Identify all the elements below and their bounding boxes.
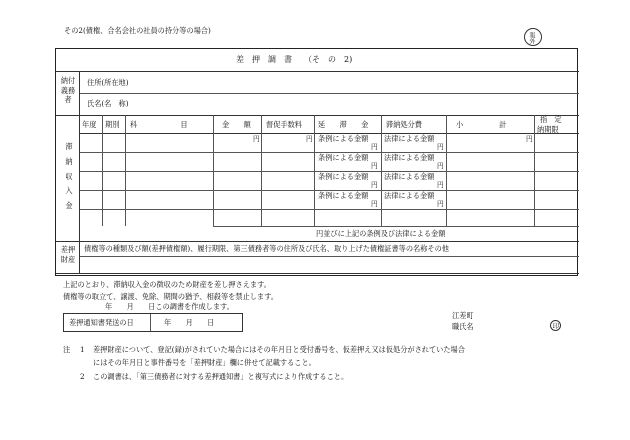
note-1-line-2: にはその年月日と事件番号を「差押財産」欄に併せて記載すること。 [93, 358, 316, 367]
amount-yen: 円 [253, 135, 260, 143]
fee-yen: 円 [306, 135, 313, 143]
col-year: 年度 [82, 120, 97, 129]
penalty-yen-1: 円 [437, 143, 444, 151]
penalty-yen-4: 円 [437, 200, 444, 208]
late-text-3: 条例による金額 [318, 172, 369, 181]
statement-line-3: 年 月 日この調書を作成します。 [105, 302, 234, 311]
statement-line-2: 債権等の取立て、譲渡、免除、期間の猶予、相殺等を禁止します。 [63, 292, 278, 301]
penalty-text-3: 法律による金額 [384, 172, 435, 181]
note-1-number: 1 [80, 345, 85, 354]
col-subtotal: 小 計 [456, 120, 507, 129]
notice-label: 差押通知書発送の日 [69, 318, 134, 327]
stamp-text: 報外 [528, 32, 535, 44]
seized-label: 差押 財産 [60, 245, 76, 265]
late-text-1: 条例による金額 [318, 134, 369, 143]
notice-date-box [63, 313, 243, 332]
penalty-yen-2: 円 [437, 162, 444, 170]
note-2-text: この調書は、「第三債務者に対する差押通知書」と複写式により作成すること。 [93, 372, 349, 381]
col-late: 延 滞 金 [318, 120, 369, 129]
col-item: 科 目 [130, 120, 188, 129]
penalty-yen-3: 円 [437, 181, 444, 189]
late-yen-2: 円 [371, 162, 378, 170]
late-yen-1: 円 [371, 143, 378, 151]
seal-circle [550, 320, 561, 331]
stamp-circle [524, 28, 542, 46]
note-1-line-1: 差押財産について、登記(録)がされていた場合にはその年月日と受付番号を、仮差押え又は仮処分がされていた場合 [93, 345, 465, 354]
penalty-text-1: 法律による金額 [384, 134, 435, 143]
seizure-record-form [55, 48, 578, 276]
total-text: 円並びに上記の条例及び法律による金額 [316, 229, 446, 238]
notes-prefix: 注 [63, 345, 71, 354]
seal-text: 印 [552, 321, 559, 330]
col-period: 期別 [105, 120, 120, 129]
col-due-2: 納期限 [537, 125, 559, 134]
notice-date: 年 月 日 [164, 318, 215, 327]
form-title: 差 押 調 書 （そ の 2) [236, 55, 353, 64]
col-due-1: 指 定 [540, 115, 562, 124]
col-penalty: 滞納処分費 [386, 120, 422, 129]
col-fee: 督促手数料 [266, 120, 302, 129]
signature-official: 職氏名 [452, 322, 474, 331]
arrears-label: 滞 納 収 入 金 [65, 142, 73, 211]
penalty-text-2: 法律による金額 [384, 153, 435, 162]
penalty-text-4: 法律による金額 [384, 191, 435, 200]
late-yen-3: 円 [371, 181, 378, 189]
seized-description: 債権等の種類及び額(差押債権額)、履行期限、第三債務者等の住所及び氏名、取り上げた債権証書等の名称その他 [84, 244, 449, 253]
note-2-number: 2 [80, 372, 85, 381]
form-number: その2(債権、合名会社の社員の持分等の場合) [64, 26, 211, 35]
name-label: 氏名(名 称) [87, 99, 129, 108]
col-amount: 金 額 [222, 120, 251, 129]
signature-town: 江差町 [452, 311, 474, 320]
subtotal-yen: 円 [526, 135, 533, 143]
statement-line-1: 上記のとおり、滞納収入金の徴収のため財産を差し押さえます。 [63, 280, 271, 289]
late-text-4: 条例による金額 [318, 191, 369, 200]
address-label: 住所(所在地) [87, 78, 129, 87]
debtor-label: 納付 義務 者 [60, 76, 76, 105]
late-yen-4: 円 [371, 200, 378, 208]
late-text-2: 条例による金額 [318, 153, 369, 162]
